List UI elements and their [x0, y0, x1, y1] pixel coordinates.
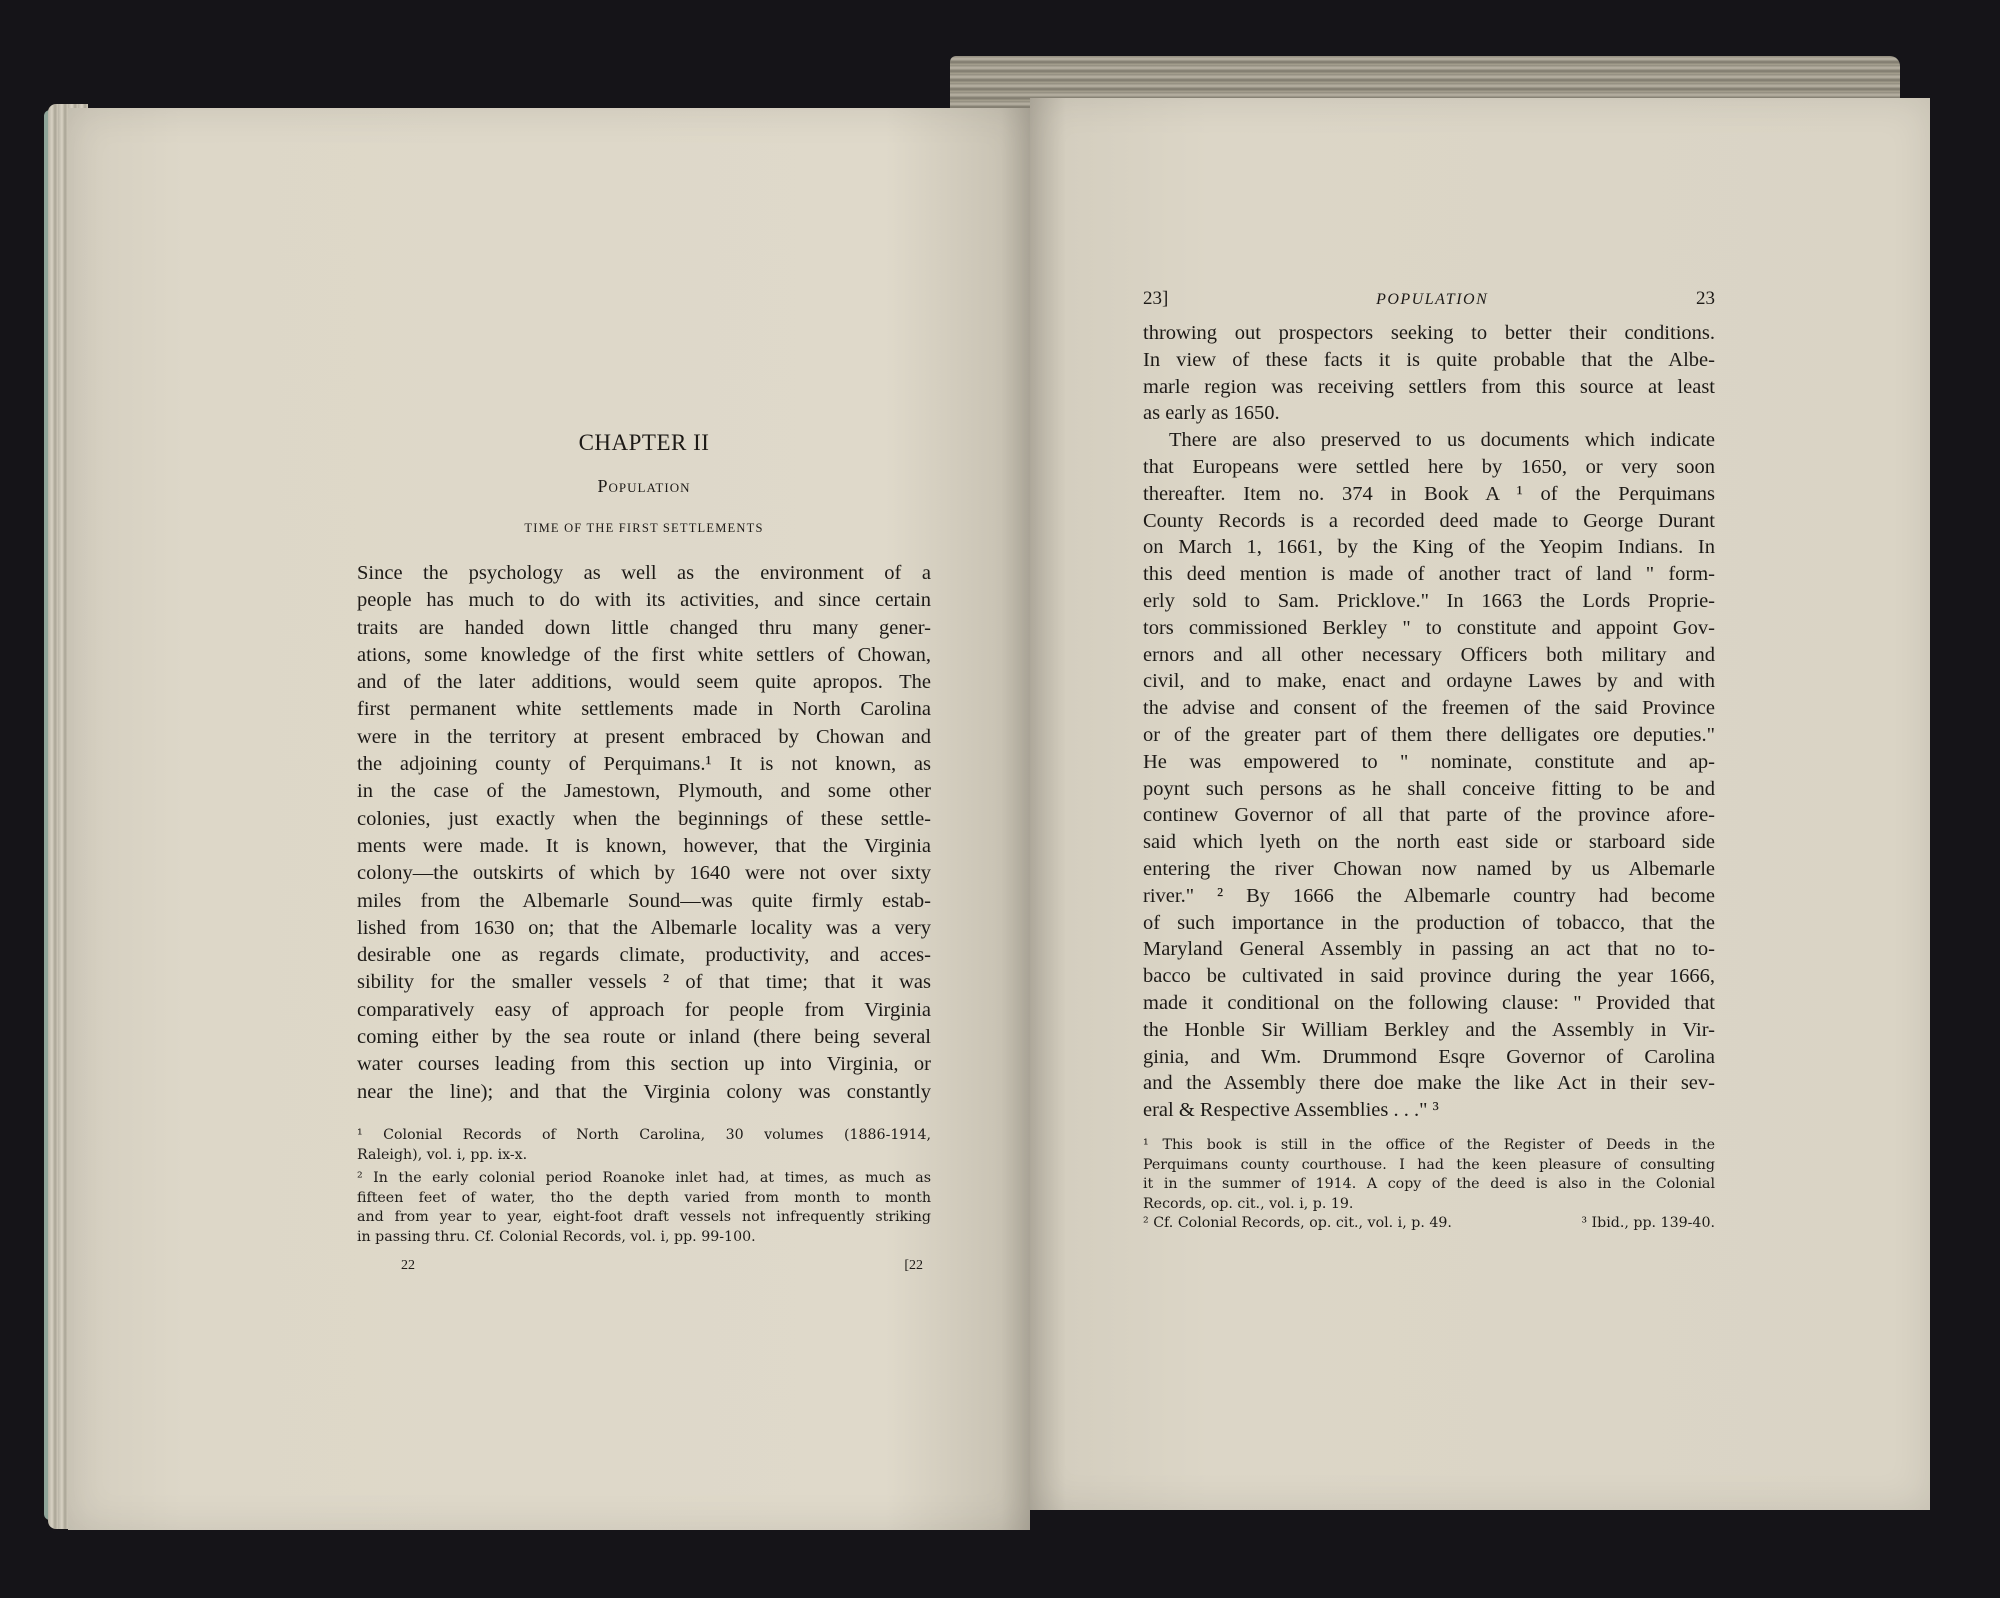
body-line: comparatively easy of approach for people from Virginia — [357, 998, 931, 1021]
left-folio-row — [357, 1258, 931, 1274]
body-line: and of the later additions, would seem quite apropos. The — [357, 671, 931, 694]
body-line: on March 1, 1661, by the King of the Yeopim Indians. In — [1143, 536, 1715, 559]
body-line: tors commissioned Berkley " to constitute and appoint Gov- — [1143, 616, 1715, 639]
footnote-3: ³ Ibid., pp. 139-40. — [1581, 1215, 1715, 1232]
right-footnotes — [1143, 1136, 1715, 1234]
body-line: of such importance in the production of tobacco, that the — [1143, 911, 1715, 934]
body-line: ernors and all other necessary Officers both military and — [1143, 643, 1715, 666]
body-line: marle region was receiving settlers from this source at least — [1143, 375, 1715, 398]
footnote-line: ¹ Colonial Records of North Carolina, 30 volumes (1886-1914, — [357, 1126, 931, 1143]
body-line: were in the territory at present embraced by Chowan and — [357, 725, 931, 748]
left-footnotes — [357, 1126, 931, 1248]
footnote-line: fifteen feet of water, tho the depth varied from month to month — [357, 1189, 931, 1206]
body-line: that Europeans were settled here by 1650, or very soon — [1143, 455, 1715, 478]
body-line: traits are handed down little changed thru many gener- — [357, 616, 931, 639]
footnote-line: and from year to year, eight-foot draft vessels not infrequently striking — [357, 1209, 931, 1226]
body-line: near the line); and that the Virginia colony was constantly — [357, 1080, 931, 1103]
body-line: poynt such persons as he shall conceive fitting to be and — [1143, 777, 1715, 800]
body-line: said which lyeth on the north east side or starboard side — [1143, 831, 1715, 854]
body-line: eral & Respective Assemblies . . ." ³ — [1143, 1099, 1439, 1122]
body-line: the advise and consent of the freemen of the said Province — [1143, 697, 1715, 720]
header-page-bracket: 23] — [1143, 288, 1169, 309]
body-line: made it conditional on the following clause: " Provided that — [1143, 991, 1715, 1014]
body-line: ations, some knowledge of the first white settlers of Chowan, — [357, 643, 931, 666]
body-line: in the case of the Jamestown, Plymouth, and some other — [357, 780, 931, 803]
body-line: erly sold to Sam. Pricklove." In 1663 the Lords Proprie- — [1143, 589, 1715, 612]
body-line: people has much to do with its activities, and since certain — [357, 589, 931, 612]
body-line: He was empowered to " nominate, constitute and ap- — [1143, 750, 1715, 773]
right-page-text — [1143, 288, 1715, 1234]
chapter-subtitle: Population — [597, 476, 691, 496]
body-line: or of the greater part of them there delligates ore deputies." — [1143, 723, 1715, 746]
body-line: the Honble Sir William Berkley and the Assembly in Vir- — [1143, 1018, 1715, 1041]
body-line: miles from the Albemarle Sound—was quite firmly estab- — [357, 889, 931, 912]
footnote-line: Records, op. cit., vol. i, p. 19. — [1143, 1195, 1354, 1212]
folio-number-bracket: [22 — [904, 1257, 923, 1273]
footnote-1 — [357, 1126, 931, 1165]
running-head-title: POPULATION — [1376, 291, 1489, 308]
section-heading: TIME OF THE FIRST SETTLEMENTS — [524, 521, 764, 535]
footnotes-2-3 — [1143, 1214, 1715, 1234]
body-line: continew Governor of all that parte of the province afore- — [1143, 804, 1715, 827]
body-line: coming either by the sea route or inland (there being several — [357, 1026, 931, 1049]
body-line: civil, and to make, enact and ordayne Lawes by and with — [1143, 670, 1715, 693]
body-line: ginia, and Wm. Drummond Esqre Governor of Carolina — [1143, 1045, 1715, 1068]
footnote-2: ² Cf. Colonial Records, op. cit., vol. i, p. 49. — [1143, 1215, 1452, 1232]
body-line: as early as 1650. — [1143, 402, 1280, 425]
header-page-number: 23 — [1695, 288, 1715, 309]
footnote-2 — [357, 1169, 931, 1247]
body-line: first permanent white settlements made in North Carolina — [357, 698, 931, 721]
left-page-text — [357, 430, 931, 1274]
body-line: In view of these facts it is quite probable that the Albe- — [1143, 348, 1715, 371]
body-line: water courses leading from this section up into Virginia, or — [357, 1053, 931, 1076]
right-body — [1143, 320, 1715, 1124]
footnote-line: ¹ This book is still in the office of the Register of Deeds in the — [1143, 1136, 1715, 1153]
body-line: ments were made. It is known, however, that the Virginia — [357, 834, 931, 857]
body-line: desirable one as regards climate, productivity, and acces- — [357, 944, 931, 967]
body-line: lished from 1630 on; that the Albemarle locality was a very — [357, 916, 931, 939]
body-line: entering the river Chowan now named by us Albemarle — [1143, 857, 1715, 880]
body-line: this deed mention is made of another tract of land " form- — [1143, 563, 1715, 586]
footnote-line: in passing thru. Cf. Colonial Records, vol. i, pp. 99-100. — [357, 1228, 756, 1245]
running-header — [1143, 288, 1715, 310]
folio-number-left: 22 — [401, 1257, 415, 1273]
body-line: throwing out prospectors seeking to better their conditions. — [1143, 322, 1715, 344]
body-line: thereafter. Item no. 374 in Book A ¹ of the Perquimans — [1143, 482, 1715, 505]
footnote-line: Raleigh), vol. i, pp. ix-x. — [357, 1146, 528, 1163]
body-line: Maryland General Assembly in passing an act that no to- — [1143, 938, 1715, 961]
body-line: river." ² By 1666 the Albemarle country had become — [1143, 884, 1715, 907]
body-line: County Records is a recorded deed made to George Durant — [1143, 509, 1715, 532]
body-line: Since the psychology as well as the environment of a — [357, 562, 931, 584]
body-line: bacco be cultivated in said province during the year 1666, — [1143, 965, 1715, 988]
body-line: There are also preserved to us documents which indicate — [1169, 429, 1715, 452]
body-line: colonies, just exactly when the beginnings of these settle- — [357, 807, 931, 830]
body-line: sibility for the smaller vessels ² of that time; that it was — [357, 971, 931, 994]
body-line: colony—the outskirts of which by 1640 were not over sixty — [357, 862, 931, 885]
chapter-title: CHAPTER II — [578, 430, 710, 455]
left-body — [357, 560, 931, 1106]
footnote-line: ² In the early colonial period Roanoke inlet had, at times, as much as — [357, 1170, 931, 1187]
footnote-line: it in the summer of 1914. A copy of the deed is also in the Colonial — [1143, 1176, 1715, 1193]
body-line: and the Assembly there doe make the like Act in their sev- — [1143, 1072, 1715, 1095]
body-line: the adjoining county of Perquimans.¹ It is not known, as — [357, 753, 931, 776]
footnote-line: Perquimans county courthouse. I had the keen pleasure of consulting — [1143, 1156, 1715, 1173]
